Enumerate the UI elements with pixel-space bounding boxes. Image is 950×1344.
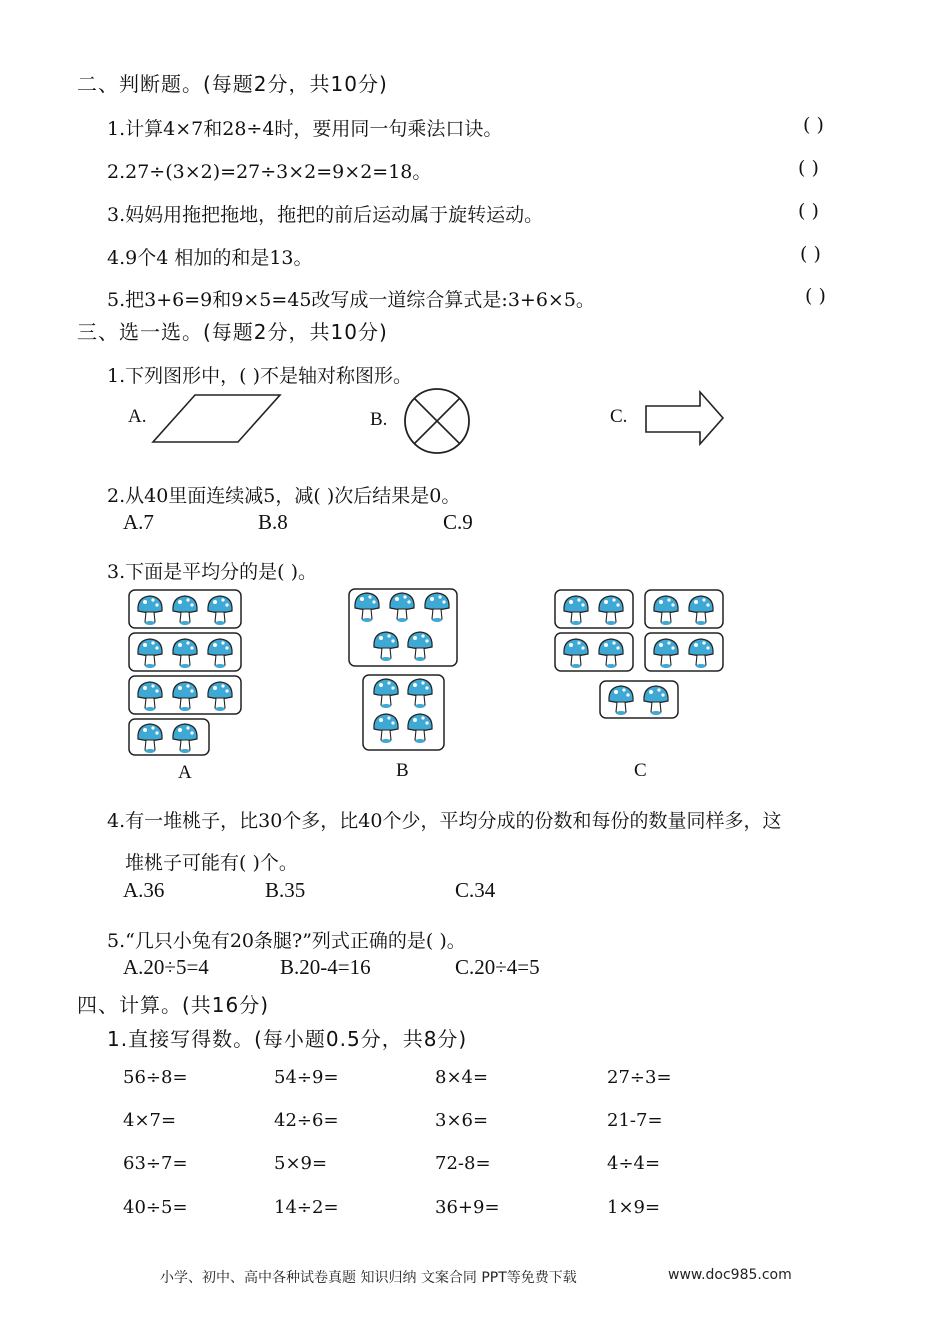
shape-label-a: A. [128,406,147,427]
q2-option-a[interactable]: A.7 [123,510,154,534]
group-c [555,590,723,718]
calc-item[interactable]: 42÷6= [274,1110,339,1131]
q4-option-a[interactable]: A.36 [123,878,165,902]
tf-question-4: 4.9个4 相加的和是13。 [107,247,313,269]
calc-item[interactable]: 27÷3= [607,1067,672,1088]
calc-item[interactable]: 4÷4= [607,1153,661,1174]
calc-item[interactable]: 72-8= [435,1153,491,1174]
group-label-c: C [634,760,647,781]
footer-link[interactable]: www.doc985.com [668,1267,792,1283]
q5-option-b[interactable]: B.20-4=16 [280,955,371,979]
group-label-b: B [396,760,409,781]
group-b [349,589,457,750]
mc-question-4-line2: 堆桃子可能有( )个。 [125,852,298,874]
q2-option-b[interactable]: B.8 [258,510,288,534]
calc-item[interactable]: 1×9= [607,1197,661,1218]
mc-question-2: 2.从40里面连续减5，减( )次后结果是0。 [107,485,461,507]
calc-item[interactable]: 36+9= [435,1197,500,1218]
calc-item[interactable]: 14÷2= [274,1197,339,1218]
tf-answer-4[interactable]: ( ) [800,243,821,265]
section2-title: 二、判断题。(每题2分，共10分) [77,72,388,96]
tf-answer-3[interactable]: ( ) [798,200,819,222]
mc-question-3: 3.下面是平均分的是( )。 [107,561,317,583]
calc-item[interactable]: 5×9= [274,1153,328,1174]
section4-title: 四、计算。(共16分) [77,993,270,1017]
tf-question-2: 2.27÷(3×2)=27÷3×2=9×2=18。 [107,161,432,183]
q2-option-c[interactable]: C.9 [443,510,473,534]
tf-answer-2[interactable]: ( ) [798,157,819,179]
q4-option-b[interactable]: B.35 [265,878,306,902]
q5-option-a[interactable]: A.20÷5=4 [123,955,209,979]
calc-item[interactable]: 3×6= [435,1110,489,1131]
mc-question-1: 1.下列图形中，( )不是轴对称图形。 [107,365,412,387]
mc-question-4-line1: 4.有一堆桃子，比30个多，比40个少，平均分成的份数和每份的数量同样多，这 [107,810,782,832]
tf-answer-5[interactable]: ( ) [805,285,826,307]
q5-option-c[interactable]: C.20÷4=5 [455,955,540,979]
calc-item[interactable]: 56÷8= [123,1067,188,1088]
tf-answer-1[interactable]: ( ) [803,114,824,136]
group-a [129,590,241,755]
calc-item[interactable]: 54÷9= [274,1067,339,1088]
section4-subtitle: 1.直接写得数。(每小题0.5分，共8分) [107,1027,468,1051]
calc-item[interactable]: 8×4= [435,1067,489,1088]
group-label-a: A [178,762,192,783]
footer-text: 小学、初中、高中各种试卷真题 知识归纳 文案合同 PPT等免费下载 [160,1270,577,1286]
calc-item[interactable]: 21-7= [607,1110,663,1131]
shape-label-b: B. [370,409,388,430]
section3-title: 三、选一选。(每题2分，共10分) [77,320,388,344]
tf-question-1: 1.计算4×7和28÷4时，要用同一句乘法口诀。 [107,118,503,140]
calc-item[interactable]: 4×7= [123,1110,177,1131]
tf-question-5: 5.把3+6=9和9×5=45改写成一道综合算式是:3+6×5。 [107,289,595,311]
q4-option-c[interactable]: C.34 [455,878,496,902]
tf-question-3: 3.妈妈用拖把拖地，拖把的前后运动属于旋转运动。 [107,204,544,226]
mc-question-5: 5.“几只小兔有20条腿?”列式正确的是( )。 [107,930,466,952]
shape-label-c: C. [610,406,628,427]
calc-item[interactable]: 40÷5= [123,1197,188,1218]
calc-item[interactable]: 63÷7= [123,1153,188,1174]
